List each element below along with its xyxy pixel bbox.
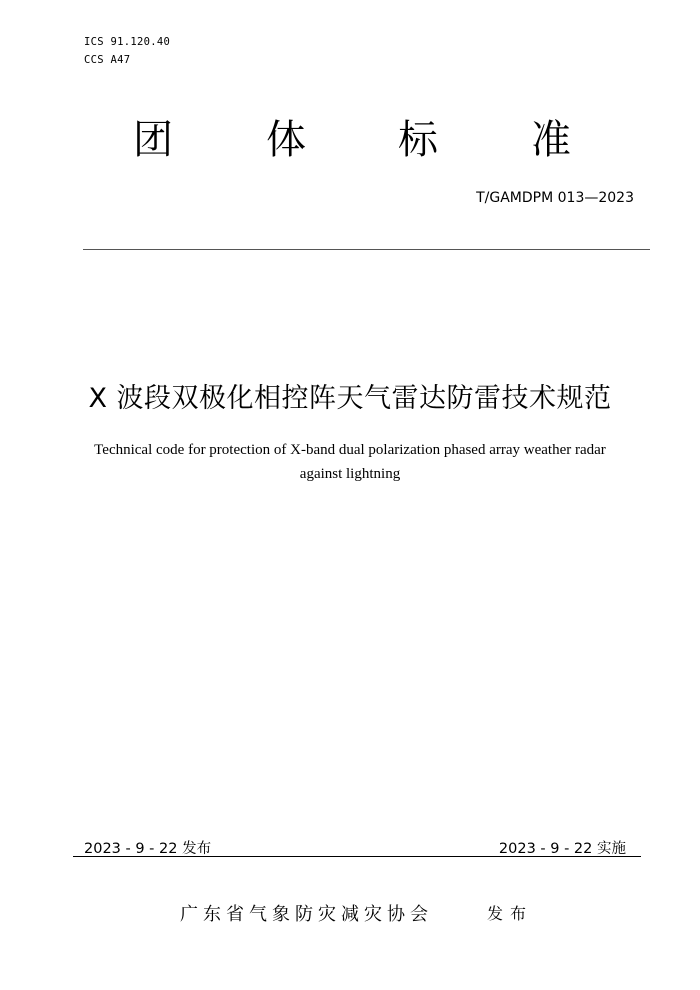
standard-type-char-3: 标 [398,117,438,163]
document-title-english-line2: against lightning [299,466,401,482]
publish-label: 发布 [487,904,534,923]
ccs-code: CCS A47 [84,54,131,66]
standard-type-char-2: 体 [266,117,306,163]
publish-date: 2023 - 9 - 22 发布 [84,841,212,857]
document-title-english [40,438,660,486]
standard-type-char-4: 准 [531,117,571,163]
document-title-english-line1: Technical code for protection of X-band dual polarization phased array weather radar [94,442,606,458]
header-divider [83,249,650,250]
ics-code: ICS 91.120.40 [84,36,171,48]
implementation-date: 2023 - 9 - 22 实施 [498,841,626,857]
document-title-chinese: X 波段双极化相控阵天气雷达防雷技术规范 [88,383,612,414]
issuing-organization: 广东省气象防灾减灾协会 [180,904,433,925]
standard-number: T/GAMDPM 013—2023 [476,190,634,206]
standard-type-char-1: 团 [133,117,173,163]
footer-divider [73,856,641,857]
